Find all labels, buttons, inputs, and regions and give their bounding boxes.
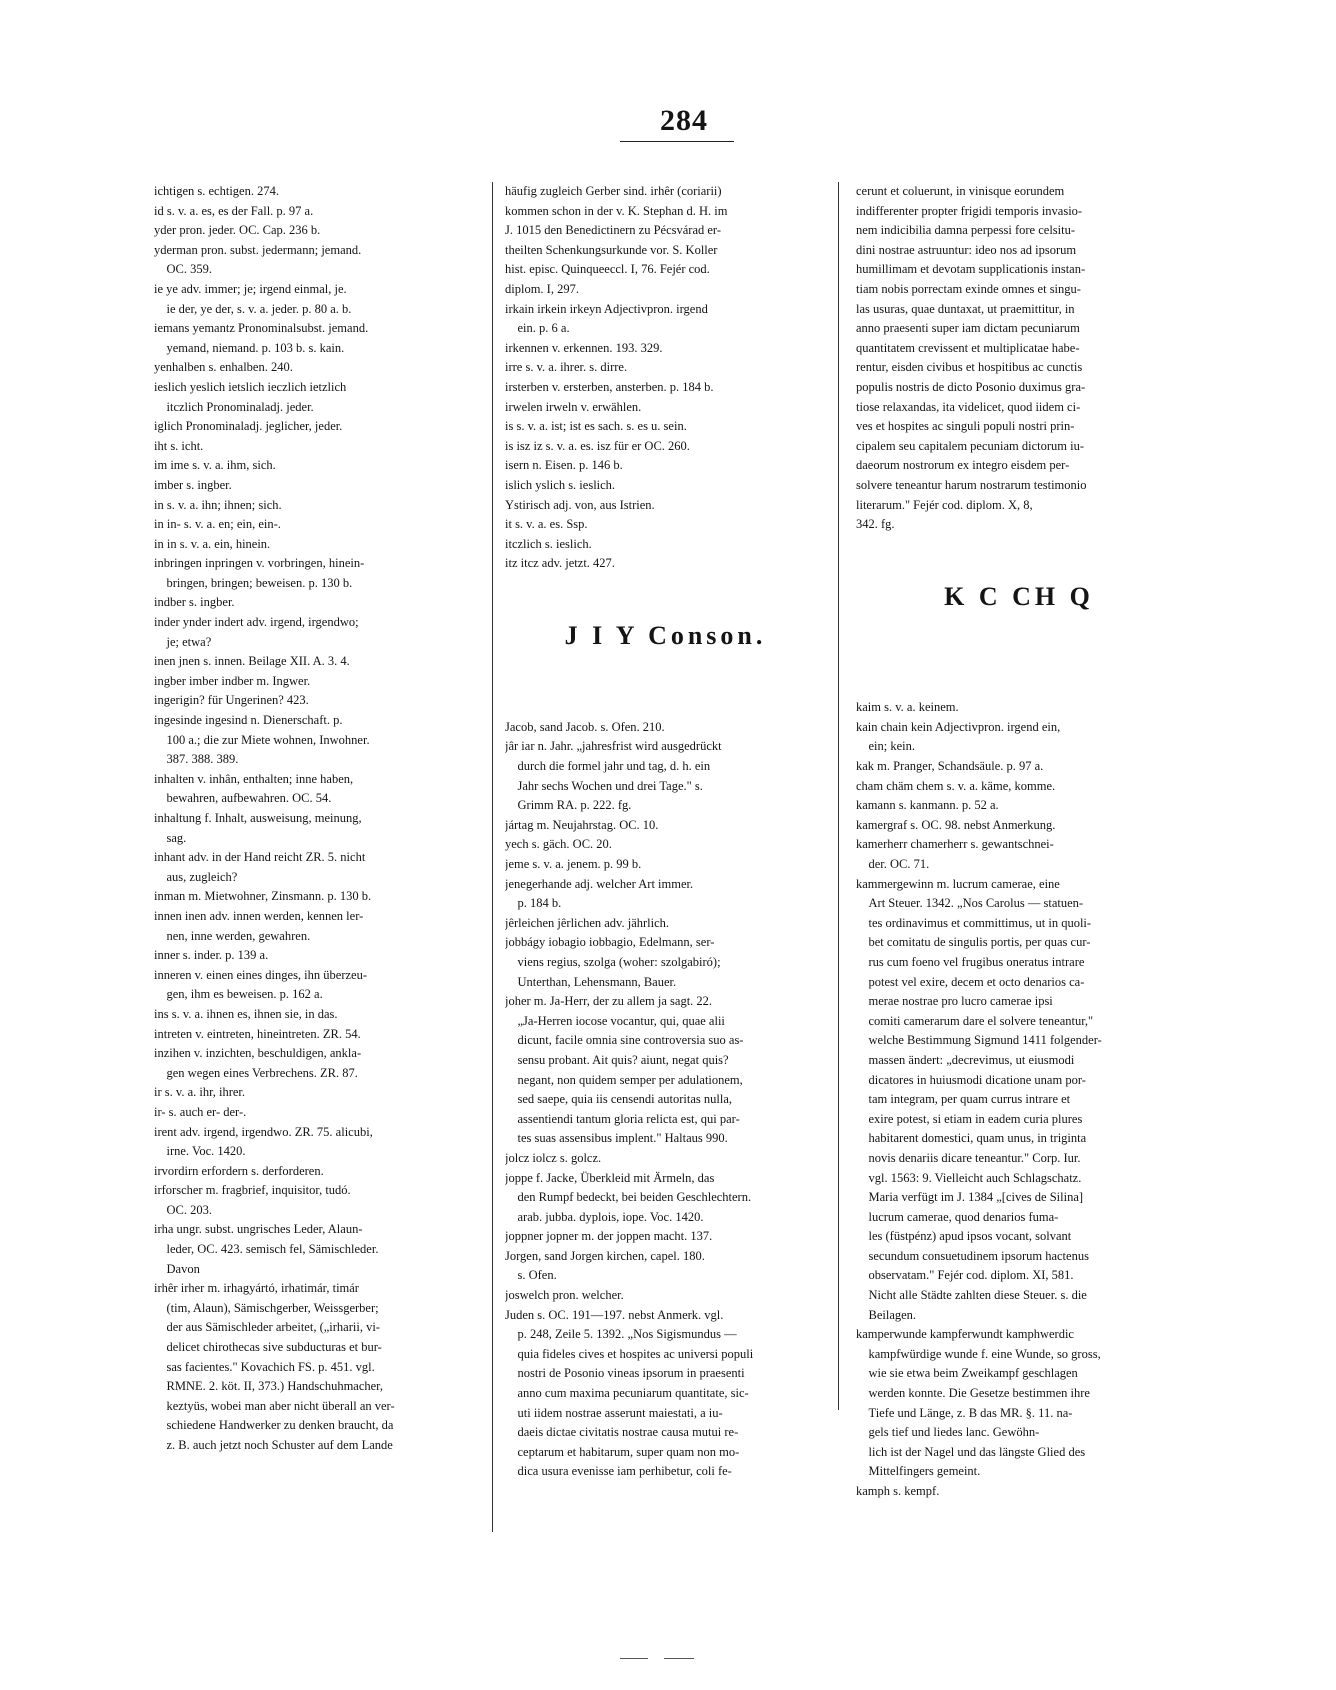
entry-line: itczlich s. ieslich.: [505, 536, 592, 551]
entry-line: tiam nobis porrectam exinde omnes et singu-: [856, 281, 1081, 296]
entry-line: irre s. v. a. ihrer. s. dirre.: [505, 360, 628, 375]
entry-line: joppner jopner m. der joppen macht. 137.: [505, 1229, 713, 1244]
entry-line: irkain irkein irkeyn Adjectivpron. irgend: [505, 301, 708, 316]
column-middle: [505, 182, 826, 1482]
entry-line: Art Steuer. 1342. „Nos Carolus — statuen-: [856, 896, 1084, 911]
entry-line: z. B. auch jetzt noch Schuster auf dem Lande: [154, 1438, 393, 1452]
entry-line: iht s. icht.: [154, 438, 204, 453]
entry-line: inbringen inpringen v. vorbringen, hinein-: [154, 556, 365, 571]
entry-line: cerunt et coluerunt, in vinisque eorundem: [856, 184, 1065, 198]
entry-line: comiti camerarum dare el solvere teneantur,": [856, 1013, 1094, 1028]
entry-line: keztyüs, wobei man aber nicht überall an ver-: [154, 1398, 395, 1413]
entry-line: yech s. gäch. OC. 20.: [505, 837, 612, 852]
entry-line: les (füstpénz) apud ipsos vocant, solvant: [856, 1229, 1072, 1244]
entry-line: sag.: [154, 830, 187, 845]
entry-line: ieslich yeslich ietslich ieczlich ietzlich: [154, 379, 347, 394]
entry-line: theilten Schenkungsurkunde vor. S. Koller: [505, 242, 718, 257]
entry-line: OC. 359.: [154, 262, 212, 277]
entry-line: tiose relaxandas, ita videlicet, quod iidem ci-: [856, 399, 1081, 414]
entry-line: dini nostrae astruuntur: ideo nos ad ipsorum: [856, 242, 1077, 257]
entry-line: imber s. ingber.: [154, 477, 232, 492]
entry-line: Tiefe und Länge, z. B das MR. §. 11. na-: [856, 1405, 1073, 1420]
entry-line: potest vel exire, decem et octo denarios ca-: [856, 974, 1085, 989]
page-number: 284: [660, 104, 708, 137]
entry-line: Beilagen.: [856, 1307, 917, 1322]
entry-line: gels tief und liedes lanc. Gewöhn-: [856, 1425, 1040, 1440]
entry-line: joswelch pron. welcher.: [505, 1288, 624, 1303]
entry-line: nen, inne werden, gewahren.: [154, 928, 311, 943]
entry-line: Jahr sechs Wochen und drei Tage." s.: [505, 778, 703, 793]
entry-line: assentiendi tantum gloria relicta est, qui par-: [505, 1111, 740, 1126]
entry-line: ie der, ye der, s. v. a. jeder. p. 80 a. b.: [154, 301, 352, 316]
entry-line: welche Bestimmung Sigmund 1411 folgender-: [856, 1033, 1102, 1048]
entry-line: irwelen irweln v. erwählen.: [505, 399, 642, 414]
entry-line: quantitatem crevissent et multiplicatae habe-: [856, 340, 1080, 355]
entry-line: Ystirisch adj. von, aus Istrien.: [505, 497, 655, 512]
entry-line: ie ye adv. immer; je; irgend einmal, je.: [154, 281, 347, 296]
entry-line: der. OC. 71.: [856, 857, 930, 871]
entry-line: jâr iar n. Jahr. „jahresfrist wird ausgedrückt: [505, 739, 722, 754]
entry-line: yderman pron. subst. jedermann; jemand.: [154, 242, 362, 257]
blank-line: [505, 574, 826, 594]
entry-line: diplom. I, 297.: [505, 281, 579, 296]
entry-line: irsterben v. ersterben, ansterben. p. 184 b.: [505, 379, 714, 394]
entry-line: kamerherr chamerherr s. gewantschnei-: [856, 837, 1054, 852]
entry-line: joher m. Ja-Herr, der zu allem ja sagt. 22.: [505, 994, 713, 1009]
entry-line: intreten v. eintreten, hineintreten. ZR. 54.: [154, 1026, 361, 1041]
entry-line: joppe f. Jacke, Überkleid mit Ärmeln, das: [505, 1170, 715, 1185]
entry-line: ir s. v. a. ihr, ihrer.: [154, 1085, 246, 1100]
entry-line: schiedene Handwerker zu denken braucht, da: [154, 1418, 394, 1433]
entry-line: „Ja-Herren iocose vocantur, qui, quae alii: [505, 1013, 725, 1028]
entry-line: kamph s. kempf.: [856, 1484, 940, 1498]
entry-line: negant, non quidem semper per adulationem,: [505, 1072, 743, 1087]
entry-line: inner s. inder. p. 139 a.: [154, 948, 269, 963]
entry-line: in in s. v. a. ein, hinein.: [154, 536, 271, 551]
entry-line: jeme s. v. a. jenem. p. 99 b.: [505, 857, 642, 871]
column-right: [856, 182, 1182, 1502]
entry-line: Unterthan, Lehensmann, Bauer.: [505, 974, 677, 989]
entry-line: ichtigen s. echtigen. 274.: [154, 184, 279, 198]
blank-line: [856, 639, 1182, 659]
entry-line: itz itcz adv. jetzt. 427.: [505, 556, 615, 571]
entry-line: yemand, niemand. p. 103 b. s. kain.: [154, 340, 345, 355]
entry-line: viens regius, szolga (woher: szolgabiró);: [505, 954, 721, 969]
entry-line: je; etwa?: [154, 634, 212, 649]
entry-line: kain chain kein Adjectivpron. irgend ein,: [856, 719, 1061, 734]
entry-line: ir- s. auch er- der-.: [154, 1104, 247, 1119]
entry-line: bringen, bringen; beweisen. p. 130 b.: [154, 575, 353, 590]
entry-line: gen, ihm es beweisen. p. 162 a.: [154, 987, 323, 1002]
blank-line: [856, 679, 1182, 699]
entry-line: indifferenter propter frigidi temporis invasio-: [856, 203, 1083, 218]
entry-line: daeis dictae civitatis nostrae causa mutui re-: [505, 1425, 739, 1440]
column-divider-right: [838, 182, 839, 1410]
entry-line: cipalem seu capitalem pecuniam dictorum iu-: [856, 438, 1085, 453]
entry-line: s. Ofen.: [505, 1268, 557, 1283]
entry-line: vgl. 1563: 9. Vielleicht auch Schlagschatz.: [856, 1170, 1082, 1185]
section-heading: J I Y Conson.: [564, 621, 767, 651]
entry-line: exire potest, si etiam in eadem curia plures: [856, 1111, 1083, 1126]
entry-line: populis nostris de dicto Posonio duximus gra-: [856, 379, 1086, 394]
entry-line: Maria verfügt im J. 1384 „[cives de Silina]: [856, 1190, 1084, 1205]
entry-line: OC. 203.: [154, 1202, 212, 1217]
entry-line: irforscher m. fragbrief, inquisitor, tudó.: [154, 1183, 351, 1198]
footer-mark: [620, 1654, 694, 1664]
column-left: [154, 182, 484, 1456]
entry-line: RMNE. 2. köt. II, 373.) Handschuhmacher,: [154, 1379, 383, 1394]
entry-line: leder, OC. 423. semisch fel, Sämischleder.: [154, 1242, 379, 1257]
entry-line: ingesinde ingesind n. Dienerschaft. p.: [154, 713, 343, 728]
entry-line: kamergraf s. OC. 98. nebst Anmerkung.: [856, 817, 1056, 832]
entry-line: 387. 388. 389.: [154, 752, 239, 767]
entry-line: lucrum camerae, quod denarios fuma-: [856, 1209, 1059, 1224]
entry-line: habitarent domestici, quam unus, in triginta: [856, 1131, 1087, 1146]
entry-line: sas facientes." Kovachich FS. p. 451. vgl.: [154, 1359, 375, 1374]
entry-line: irhêr irher m. irhagyártó, irhatimár, timár: [154, 1281, 359, 1296]
blank-line: [856, 554, 1182, 574]
entry-line: it s. v. a. es. Ssp.: [505, 517, 588, 532]
entry-line: massen ändert: „decrevimus, ut eiusmodi: [856, 1052, 1075, 1067]
entry-line: sed saepe, quia iis censendi autoritas nulla,: [505, 1092, 733, 1107]
entry-line: cham chäm chem s. v. a. käme, komme.: [856, 778, 1056, 793]
entry-line: irha ungr. subst. ungrisches Leder, Alaun-: [154, 1222, 363, 1237]
entry-line: id s. v. a. es, es der Fall. p. 97 a.: [154, 203, 314, 218]
entry-line: den Rumpf bedeckt, bei beiden Geschlechtern.: [505, 1190, 752, 1205]
entry-line: dicatores in huiusmodi dicatione unam por-: [856, 1072, 1086, 1087]
entry-line: irvordirn erfordern s. derforderen.: [154, 1163, 324, 1178]
entry-line: jobbágy iobagio iobbagio, Edelmann, ser-: [505, 935, 715, 950]
entry-line: kamperwunde kampferwundt kamphwerdic: [856, 1327, 1074, 1342]
entry-line: Davon: [154, 1261, 200, 1276]
entry-line: irne. Voc. 1420.: [154, 1144, 246, 1159]
entry-line: ingber imber indber m. Ingwer.: [154, 673, 311, 688]
entry-line: jártag m. Neujahrstag. OC. 10.: [505, 817, 659, 832]
entry-line: ins s. v. a. ihnen es, ihnen sie, in das.: [154, 1006, 338, 1021]
entry-line: inzihen v. inzichten, beschuldigen, ankla-: [154, 1046, 362, 1061]
entry-line: inhalten v. inhân, enthalten; inne haben,: [154, 771, 354, 786]
entry-line: merae nostrae pro lucro camerae ipsi: [856, 994, 1053, 1009]
entry-line: irkennen v. erkennen. 193. 329.: [505, 340, 663, 355]
blank-line: [505, 659, 826, 679]
entry-line: in s. v. a. ihn; ihnen; sich.: [154, 497, 282, 512]
entry-line: jenegerhande adj. welcher Art immer.: [505, 876, 694, 891]
entry-line: rus cum foeno vel frugibus oneratus intrare: [856, 954, 1085, 969]
entry-line: kaim s. v. a. keinem.: [856, 700, 959, 715]
entry-line: werden konnte. Die Gesetze bestimmen ihre: [856, 1386, 1090, 1401]
entry-line: is isz iz s. v. a. es. isz für er OC. 260.: [505, 438, 690, 453]
entry-line: iemans yemantz Pronominalsubst. jemand.: [154, 321, 369, 336]
entry-line: iglich Pronominaladj. jeglicher, jeder.: [154, 419, 343, 434]
entry-line: kammergewinn m. lucrum camerae, eine: [856, 876, 1060, 891]
entry-line: 100 a.; die zur Miete wohnen, Inwohner.: [154, 732, 370, 747]
entry-line: p. 248, Zeile 5. 1392. „Nos Sigismundus —: [505, 1327, 737, 1342]
blank-line: [505, 679, 826, 699]
entry-line: ein; kein.: [856, 739, 916, 754]
entry-line: inhant adv. in der Hand reicht ZR. 5. nicht: [154, 850, 366, 865]
entry-line: hist. episc. Quinqueeccl. I, 76. Fejér cod.: [505, 262, 710, 277]
entry-line: sensu probant. Ait quis? aiunt, negat quis?: [505, 1052, 729, 1067]
entry-line: isern n. Eisen. p. 146 b.: [505, 458, 623, 473]
blank-line: [505, 593, 826, 613]
entry-line: literarum." Fejér cod. diplom. X, 8,: [856, 497, 1033, 512]
entry-line: inen jnen s. innen. Beilage XII. A. 3. 4.: [154, 654, 350, 669]
entry-line: delicet chirothecas sive subducturas et bur-: [154, 1340, 382, 1355]
column-divider-left: [492, 182, 493, 1532]
entry-line: kamann s. kanmann. p. 52 a.: [856, 798, 999, 813]
entry-line: arab. jubba. dyplois, iope. Voc. 1420.: [505, 1209, 704, 1224]
entry-line: inhaltung f. Inhalt, ausweisung, meinung,: [154, 811, 362, 825]
entry-line: dicunt, facile omnia sine controversia suo as-: [505, 1033, 744, 1048]
entry-line: bewahren, aufbewahren. OC. 54.: [154, 791, 332, 806]
blank-line: [856, 620, 1182, 640]
entry-line: rentur, eisden civibus et hospitibus ac cunctis: [856, 360, 1083, 375]
entry-line: uti iidem nostrae asserunt maiestati, a iu-: [505, 1405, 723, 1420]
entry-line: in in- s. v. a. en; ein, ein-.: [154, 517, 281, 532]
entry-line: 342. fg.: [856, 517, 895, 532]
entry-line: gen wegen eines Verbrechens. ZR. 87.: [154, 1065, 358, 1080]
entry-line: durch die formel jahr und tag, d. h. ein: [505, 759, 711, 774]
entry-line: inder ynder indert adv. irgend, irgendwo;: [154, 615, 359, 630]
entry-line: las usuras, quae duntaxat, ut praemittitur, in: [856, 301, 1075, 316]
entry-line: Mittelfingers gemeint.: [856, 1464, 981, 1479]
entry-line: lich ist der Nagel und das längste Glied des: [856, 1444, 1086, 1459]
entry-line: häufig zugleich Gerber sind. irhêr (coriarii): [505, 184, 722, 198]
entry-line: dica usura evenisse iam perhibetur, coli fe-: [505, 1464, 732, 1479]
blank-line: [856, 535, 1182, 555]
blank-line: [505, 698, 826, 718]
entry-line: kommen schon in der v. K. Stephan d. H. im: [505, 203, 728, 218]
entry-line: islich yslich s. ieslich.: [505, 477, 616, 492]
entry-line: nem indicibilia damna perpessi fore celsitu-: [856, 223, 1076, 238]
section-heading: K C CH Q: [944, 581, 1094, 611]
entry-line: jolcz iolcz s. golcz.: [505, 1150, 602, 1165]
entry-line: novis denariis dicare teneantur." Corp. Iur.: [856, 1150, 1081, 1165]
entry-line: irent adv. irgend, irgendwo. ZR. 75. alicubi,: [154, 1124, 373, 1139]
entry-line: Jorgen, sand Jorgen kirchen, capel. 180.: [505, 1248, 705, 1263]
entry-line: is s. v. a. ist; ist es sach. s. es u. sein.: [505, 419, 687, 434]
entry-line: kampfwürdige wunde f. eine Wunde, so gross,: [856, 1346, 1101, 1361]
entry-line: observatam." Fejér cod. diplom. XI, 581.: [856, 1268, 1074, 1283]
entry-line: anno praesenti super iam dictam pecuniarum: [856, 321, 1080, 336]
page-number-rule: [620, 141, 734, 142]
entry-line: ves et hospites ac singuli populi nostri prin-: [856, 419, 1075, 434]
entry-line: J. 1015 den Benedictinern zu Pécsvárad er-: [505, 223, 721, 238]
entry-line: Nicht alle Städte zahlten diese Steuer. s. die: [856, 1288, 1087, 1303]
entry-line: aus, zugleich?: [154, 869, 238, 884]
entry-line: (tim, Alaun), Sämischgerber, Weissgerber;: [154, 1300, 379, 1315]
entry-line: Jacob, sand Jacob. s. Ofen. 210.: [505, 719, 665, 734]
entry-line: ceptarum et habitarum, super quam non mo-: [505, 1444, 740, 1459]
entry-line: itczlich Pronominaladj. jeder.: [154, 399, 314, 414]
entry-line: tes suas assensibus implent." Haltaus 990.: [505, 1131, 728, 1146]
entry-line: bet comitatu de singulis portis, per quas cur-: [856, 935, 1091, 950]
entry-line: der aus Sämischleder arbeitet, („irharii, vi-: [154, 1320, 380, 1335]
entry-line: yenhalben s. enhalben. 240.: [154, 360, 293, 375]
entry-line: indber s. ingber.: [154, 595, 235, 610]
entry-line: secundum consuetudinem ipsorum hactenus: [856, 1248, 1089, 1263]
entry-line: ingerigin? für Ungerinen? 423.: [154, 693, 309, 708]
entry-line: yder pron. jeder. OC. Cap. 236 b.: [154, 223, 321, 238]
entry-line: ein. p. 6 a.: [505, 321, 570, 336]
entry-line: inneren v. einen eines dinges, ihn überzeu-: [154, 967, 368, 982]
entry-line: Juden s. OC. 191—197. nebst Anmerk. vgl.: [505, 1307, 724, 1322]
entry-line: daeorum nostrorum ex integro eisdem per-: [856, 458, 1070, 473]
entry-line: inman m. Mietwohner, Zinsmann. p. 130 b.: [154, 889, 372, 904]
entry-line: jêrleichen jêrlichen adv. jährlich.: [505, 915, 670, 930]
entry-line: kak m. Pranger, Schandsäule. p. 97 a.: [856, 759, 1044, 774]
entry-line: p. 184 b.: [505, 896, 562, 911]
entry-line: anno cum maxima pecuniarum quantitate, sic-: [505, 1386, 749, 1401]
blank-line: [856, 659, 1182, 679]
entry-line: solvere teneantur harum nostrarum testimonio: [856, 477, 1087, 492]
entry-line: Grimm RA. p. 222. fg.: [505, 798, 632, 813]
entry-line: wie sie etwa beim Zweikampf geschlagen: [856, 1366, 1078, 1381]
entry-line: im ime s. v. a. ihm, sich.: [154, 458, 276, 473]
entry-line: innen inen adv. innen werden, kennen ler-: [154, 908, 364, 923]
entry-line: nostri de Posonio vineas ipsorum in praesenti: [505, 1366, 745, 1381]
entry-line: quia fideles cives et hospites ac universi populi: [505, 1346, 754, 1361]
entry-line: tam integram, per quam currus intrare et: [856, 1092, 1071, 1107]
entry-line: tes ordinavimus et committimus, ut in quoli-: [856, 915, 1092, 930]
entry-line: humillimam et devotam supplicationis instan-: [856, 262, 1086, 277]
